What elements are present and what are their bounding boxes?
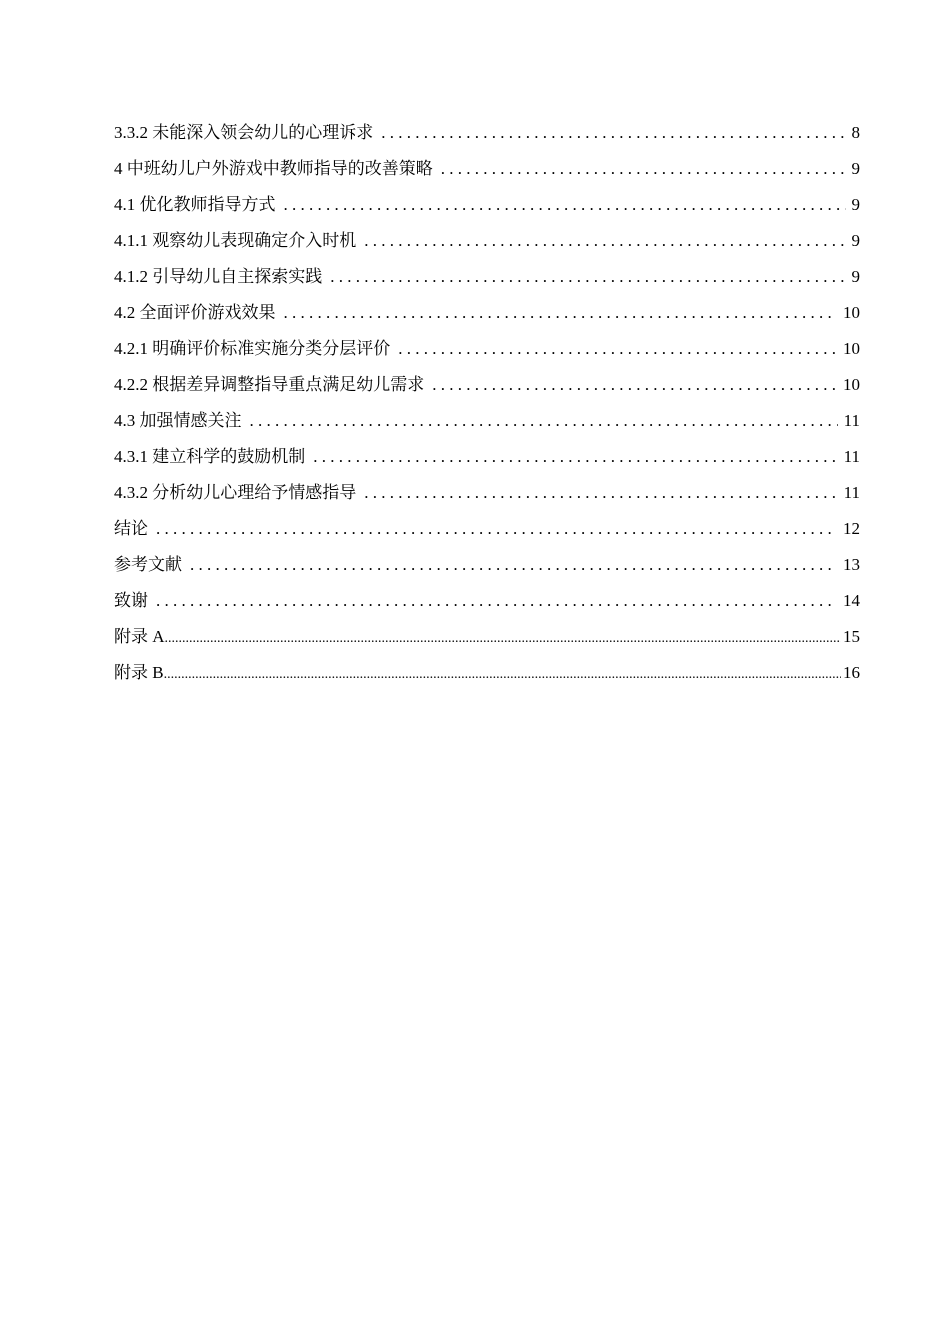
toc-entry-title: 4.2.1 明确评价标准实施分类分层评价 [114, 339, 391, 358]
toc-dot-leader [364, 223, 845, 259]
toc-page-number: 10 [843, 375, 860, 394]
toc-dot-leader [284, 295, 838, 331]
toc-page-number: 8 [851, 123, 860, 142]
toc-page-number: 15 [843, 627, 860, 646]
toc-dot-leader [156, 583, 837, 619]
toc-entry[interactable] [114, 223, 860, 259]
toc-entry[interactable] [114, 259, 860, 295]
toc-entry[interactable] [114, 583, 860, 619]
toc-entry-title: 致谢 [114, 591, 148, 610]
toc-entry[interactable] [114, 655, 860, 691]
toc-entry[interactable] [114, 511, 860, 547]
toc-entry-title: 结论 [114, 519, 148, 538]
table-of-contents [114, 115, 860, 691]
toc-entry[interactable] [114, 619, 860, 655]
toc-entry-title: 参考文献 [114, 555, 182, 574]
toc-page-number: 10 [843, 303, 860, 322]
toc-page-number: 9 [851, 267, 860, 286]
toc-entry-title: 4.3.2 分析幼儿心理给予情感指导 [114, 483, 357, 502]
toc-entry-title: 4.2 全面评价游戏效果 [114, 303, 276, 322]
toc-page-number: 16 [843, 663, 860, 682]
toc-entry-title: 4.2.2 根据差异调整指导重点满足幼儿需求 [114, 375, 425, 394]
toc-entry[interactable] [114, 439, 860, 475]
toc-page-number: 10 [843, 339, 860, 358]
toc-entry-title: 4.1.2 引导幼儿自主探索实践 [114, 267, 323, 286]
toc-dot-leader [165, 621, 841, 657]
toc-dot-leader [250, 403, 838, 439]
toc-dot-leader [432, 367, 837, 403]
toc-dot-leader [190, 547, 837, 583]
toc-page-number: 9 [851, 195, 860, 214]
toc-entry-title: 附录 B [114, 663, 164, 682]
toc-dot-leader [164, 657, 841, 693]
toc-entry[interactable] [114, 367, 860, 403]
toc-page-number: 9 [851, 231, 860, 250]
toc-page-number: 11 [843, 483, 860, 502]
toc-page-number: 14 [843, 591, 860, 610]
toc-entry[interactable] [114, 331, 860, 367]
toc-entry[interactable] [114, 187, 860, 223]
toc-entry[interactable] [114, 403, 860, 439]
toc-entry-title: 4.3 加强情感关注 [114, 411, 242, 430]
toc-dot-leader [398, 331, 837, 367]
toc-page-number: 13 [843, 555, 860, 574]
toc-entry-title: 4.1.1 观察幼儿表现确定介入时机 [114, 231, 357, 250]
toc-entry[interactable] [114, 295, 860, 331]
toc-dot-leader [313, 439, 837, 475]
toc-entry-title: 4 中班幼儿户外游戏中教师指导的改善策略 [114, 159, 433, 178]
toc-entry[interactable] [114, 475, 860, 511]
toc-entry-title: 3.3.2 未能深入领会幼儿的心理诉求 [114, 123, 374, 142]
toc-page-number: 11 [843, 411, 860, 430]
toc-page-number: 11 [843, 447, 860, 466]
toc-entry[interactable] [114, 151, 860, 187]
toc-entry-title: 4.1 优化教师指导方式 [114, 195, 276, 214]
toc-dot-leader [284, 187, 846, 223]
toc-entry[interactable] [114, 547, 860, 583]
toc-entry-title: 4.3.1 建立科学的鼓励机制 [114, 447, 306, 466]
toc-dot-leader [364, 475, 837, 511]
toc-dot-leader [330, 259, 845, 295]
toc-dot-leader [156, 511, 837, 547]
toc-entry[interactable] [114, 115, 860, 151]
toc-dot-leader [381, 115, 845, 151]
toc-page-number: 9 [851, 159, 860, 178]
toc-page-number: 12 [843, 519, 860, 538]
toc-entry-title: 附录 A [114, 627, 165, 646]
toc-dot-leader [441, 151, 846, 187]
